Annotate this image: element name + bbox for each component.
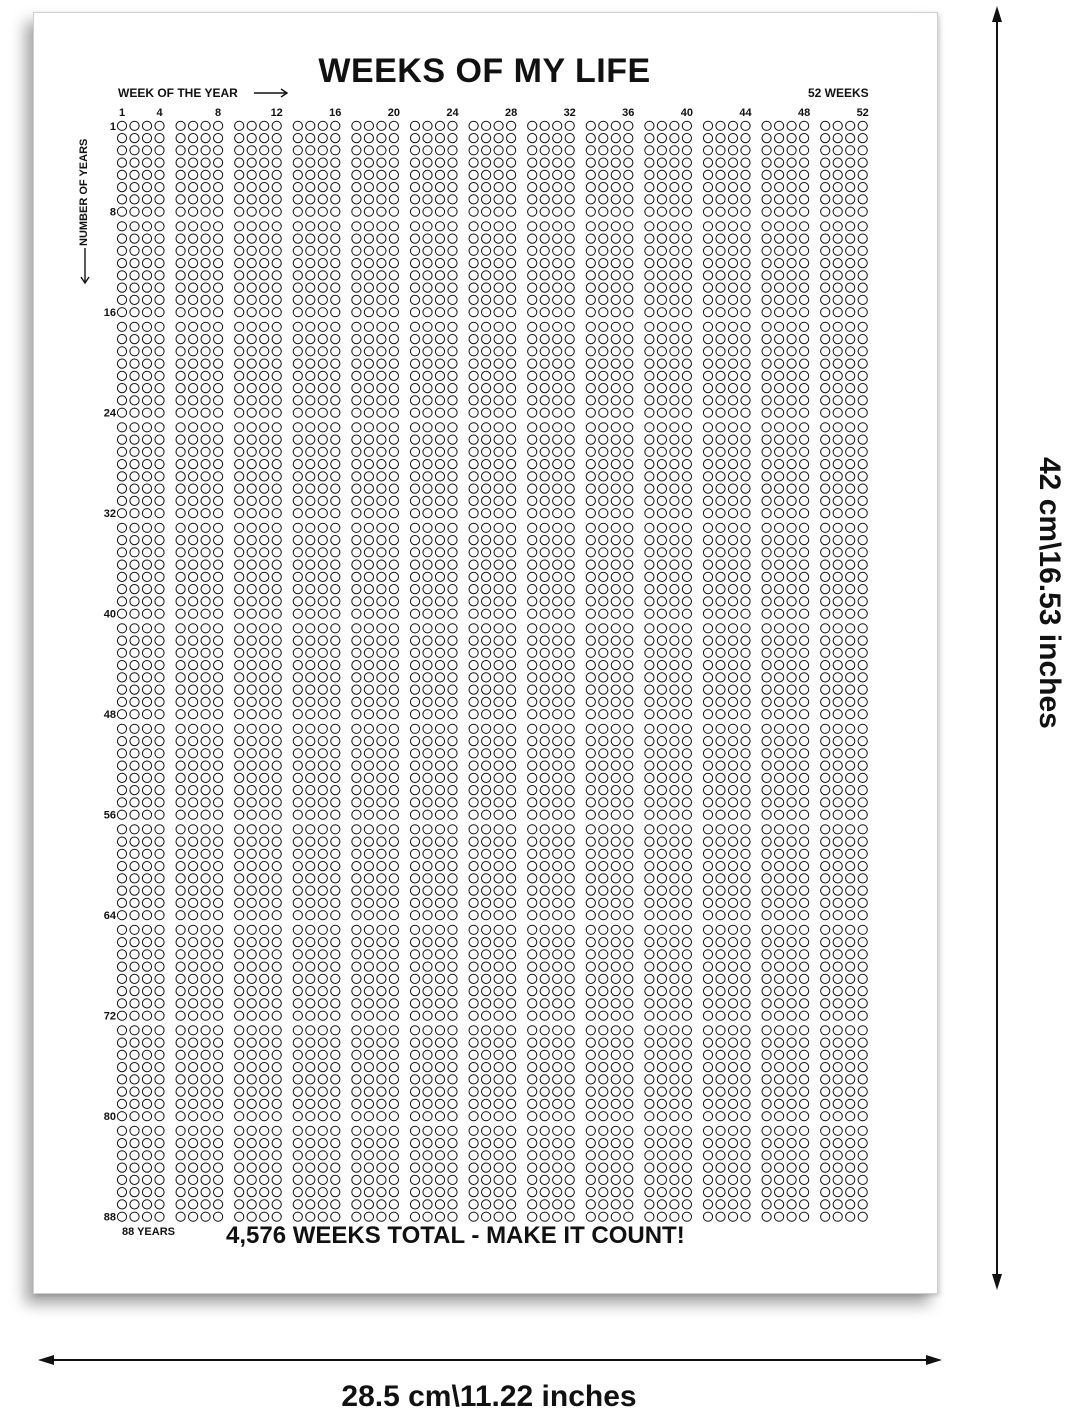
year-tick-label: 1 [109,120,116,133]
poster-title: WEEKS OF MY LIFE [318,52,651,90]
weeks-count-label: 52 WEEKS [808,86,869,100]
year-tick-label: 40 [103,608,116,621]
year-tick-label: 80 [103,1111,116,1124]
year-tick-label: 16 [103,307,116,320]
year-tick-label: 88 [103,1211,116,1224]
week-tick-label: 48 [797,107,811,119]
week-tick-label: 16 [329,107,342,119]
year-tick-label: 8 [109,206,116,219]
week-tick-label: 4 [156,107,163,119]
years-count-label: 88 YEARS [122,1226,175,1238]
week-tick-label: 8 [215,107,222,119]
year-tick-label: 32 [103,508,116,521]
year-tick-label: 64 [103,910,116,923]
width-dimension-label: 28.5 cm\11.22 inches [341,1380,637,1413]
year-tick-label: 56 [103,809,116,822]
years-axis-label: NUMBER OF YEARS [78,138,90,246]
vertical-dimension-arrow [992,6,1002,1290]
week-tick-label: 36 [622,107,635,119]
week-tick-label: 52 [856,107,869,119]
year-tick-label: 72 [103,1010,116,1023]
year-tick-label: 24 [103,407,116,420]
horizontal-dimension-arrow [38,1355,942,1365]
height-dimension-label: 42 cm\16.53 inches [1033,457,1066,729]
week-tick-label: 28 [504,107,518,119]
week-tick-label: 1 [118,107,126,119]
week-tick-label: 44 [739,107,752,119]
year-tick-label: 48 [103,709,116,722]
week-tick-label: 20 [387,107,401,119]
week-axis-label: WEEK OF THE YEAR [118,86,238,100]
week-tick-label: 40 [680,107,694,119]
height-dimension-wrap [1030,455,1068,765]
week-tick-label: 12 [270,107,283,119]
poster-tagline: 4,576 WEEKS TOTAL - MAKE IT COUNT! [226,1222,685,1249]
week-tick-label: 24 [446,107,459,119]
week-tick-label: 32 [563,107,576,119]
